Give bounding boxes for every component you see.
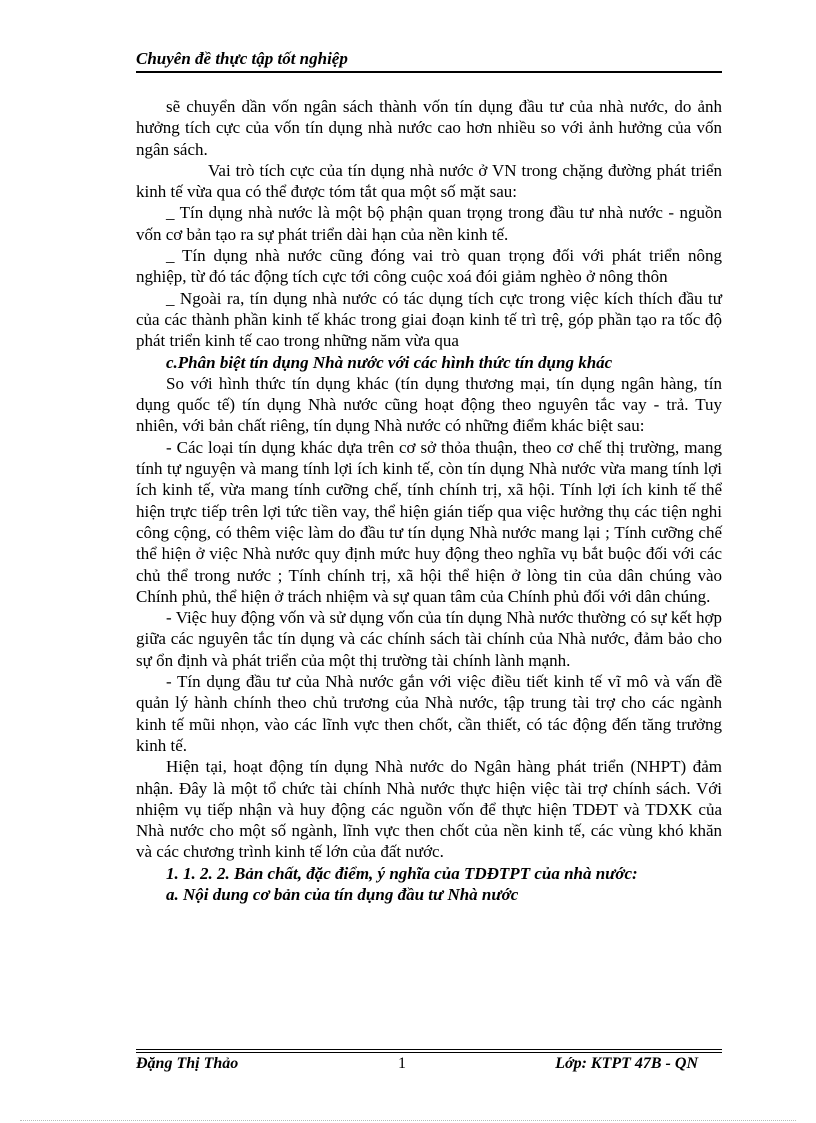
paragraph: _ Tín dụng nhà nước là một bộ phận quan trọng trong đầu tư nhà nước - nguồn vốn cơ bản tạo ra sự phát triển dài hạn của nền kinh tế. [136,203,722,244]
document-title: Chuyên đề thực tập tốt nghiệp [136,49,348,68]
document-body [136,96,722,905]
paragraph: - Các loại tín dụng khác dựa trên cơ sở thỏa thuận, theo cơ chế thị trường, mang tính tự nguyện và mang tính lợi ích kinh tế, còn tín dụng Nhà nước vừa mang tính lợi ích kinh tế, vừa mang tính cưỡng chế, tính chính trị, xã hội. Tính lợi ích kinh tế thể hiện trực tiếp trên lợi tức tiền vay, thể hiện gián tiếp qua việc hưởng thụ các tiện nghi công cộng, có thêm việc làm do đầu tư tín dụng Nhà nước mang lại ; Tính cưỡng chế thể hiện ở việc Nhà nước quy định mức huy động theo nghĩa vụ bắt buộc đối với các chủ thể trong nước ; Tính chính trị, xã hội thể hiện ở lòng tin của dân chúng vào Chính phủ, thể hiện ở trách nhiệm và sự quan tâm của Chính phủ đối với dân chúng. [136,437,722,606]
paragraph: sẽ chuyển dần vốn ngân sách thành vốn tín dụng đầu tư của nhà nước, do ảnh hưởng tích cực của vốn tín dụng nhà nước cao hơn nhiều so với ảnh hưởng của vốn ngân sách. [136,97,722,159]
page-bottom-border [20,1120,796,1121]
page-number: 1 [398,1055,406,1072]
footer-divider [136,1049,722,1050]
paragraph: _ Tín dụng nhà nước cũng đóng vai trò quan trọng đối với phát triển nông nghiệp, từ đó tác động tích cực tới công cuộc xoá đói giảm nghèo ở nông thôn [136,246,722,287]
page-footer [136,1055,722,1077]
footer-divider [136,1052,722,1053]
section-heading: 1. 1. 2. 2. Bản chất, đặc điểm, ý nghĩa của TDĐTPT của nhà nước: [166,863,638,883]
section-heading: c.Phân biệt tín dụng Nhà nước với các hình thức tín dụng khác [166,352,613,372]
paragraph: Vai trò tích cực của tín dụng nhà nước ở VN trong chặng đường phát triển kinh tế vừa qua có thể được tóm tắt qua một số mặt sau: [136,160,722,202]
paragraph: - Việc huy động vốn và sử dụng vốn của tín dụng Nhà nước thường có sự kết hợp giữa các nguyên tắc tín dụng và các chính sách tài chính của Nhà nước, đảm bảo cho sự ổn định và phát triển của một thị trường tài chính lành mạnh. [136,608,722,670]
paragraph: - Tín dụng đầu tư của Nhà nước gắn với việc điều tiết kinh tế vĩ mô và vấn đề quản lý hành chính theo chủ trương của Nhà nước, tập trung tài trợ cho các ngành kinh tế mũi nhọn, vào các lĩnh vực then chốt, cần thiết, có tác động đến tăng trưởng kinh tế. [136,672,722,755]
page-header [136,49,722,73]
section-heading: a. Nội dung cơ bản của tín dụng đầu tư Nhà nước [166,884,519,904]
author-name: Đặng Thị Thảo [136,1055,239,1072]
paragraph: _ Ngoài ra, tín dụng nhà nước có tác dụng tích cực trong việc kích thích đầu tư của các thành phần kinh tế khác trong giai đoạn kinh tế trì trệ, góp phần tạo ra tốc độ phát triển kinh tế cao trong những năm vừa qua [136,288,722,351]
class-label: Lớp: KTPT 47B - QN [555,1055,698,1072]
paragraph: Hiện tại, hoạt động tín dụng Nhà nước do Ngân hàng phát triển (NHPT) đảm nhận. Đây là một tổ chức tài chính Nhà nước thực hiện việc tài trợ chính sách. Với nhiệm vụ tiếp nhận và huy động các nguồn vốn để thực hiện TDĐT và TDXK của Nhà nước cho một số ngành, lĩnh vực then chốt của nền kinh tế, các vùng khó khăn và các chương trình kinh tế lớn của đất nước. [136,757,722,862]
paragraph: So với hình thức tín dụng khác (tín dụng thương mại, tín dụng ngân hàng, tín dụng quốc tế) tín dụng Nhà nước cũng hoạt động theo nguyên tắc vay - trả. Tuy nhiên, với bản chất riêng, tín dụng Nhà nước có những điểm khác biệt sau: [136,373,722,436]
